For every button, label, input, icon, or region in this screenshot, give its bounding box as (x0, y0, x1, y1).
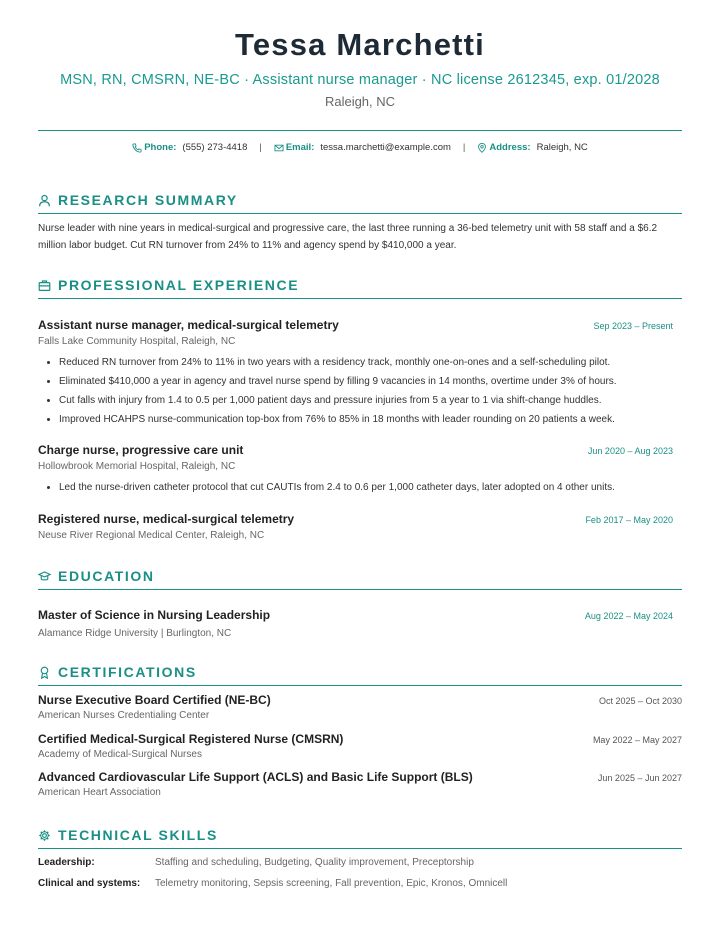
job-employer: Hollowbrook Memorial Hospital, Raleigh, NC (38, 461, 236, 472)
contact-bar (38, 141, 682, 154)
education-section (38, 567, 682, 590)
email-label: Email: (285, 142, 315, 153)
skill-row (38, 873, 682, 894)
candidate-subtitle: MSN, RN, CMSRN, NE-BC · Assistant nurse manager · NC license 2612345, exp. 01/2028 (60, 72, 660, 88)
job-employer: Neuse River Regional Medical Center, Raleigh, NC (38, 530, 265, 541)
certification-entry (38, 732, 682, 760)
job-bullet: • Eliminated $410,000 a year in agency and travel nurse spend by filling 9 vacancies in 14 months, overtime under 3% of hours. (59, 372, 682, 391)
summary-text: Nurse leader with nine years in medical-surgical and progressive care, the last three running a 36-bed telemetry unit with 58 staff and a $6.2 million labor budget. Cut RN turnover from 24% to 11% and agency spend by $410,000 a year. (38, 223, 658, 251)
job-employer: Falls Lake Community Hospital, Raleigh, NC (38, 336, 236, 347)
skill-label: Leadership: (38, 857, 95, 868)
section-heading (38, 191, 682, 209)
job-bullets (38, 353, 682, 429)
section-divider (38, 589, 682, 590)
education-dates: Aug 2022 – May 2024 (584, 611, 673, 621)
contact-separator: | (462, 142, 466, 153)
experience-heading-label: PROFESSIONAL EXPERIENCE (58, 277, 300, 293)
section-divider (38, 848, 682, 849)
education-heading-label: EDUCATION (58, 568, 155, 584)
degree-title: Master of Science in Nursing Leadership (38, 608, 271, 622)
header-divider (38, 130, 682, 131)
job-bullet: • Reduced RN turnover from 24% to 11% in two years with a residency track, monthly one-on-ones and a self-scheduling pilot. (59, 353, 682, 372)
job-dates: Jun 2020 – Aug 2023 (587, 446, 673, 456)
section-divider (38, 298, 682, 299)
skills-list (38, 852, 682, 894)
job-bullet: • Cut falls with injury from 1.4 to 0.5 per 1,000 patient days and pressure injuries from 5 a year to 1 via shift-change huddles. (59, 391, 682, 410)
certification-issuer: American Heart Association (38, 787, 161, 798)
graduation-cap-icon (38, 570, 51, 583)
certification-issuer: Academy of Medical-Surgical Nurses (38, 749, 202, 760)
phone-value: (555) 273-4418 (182, 142, 248, 153)
certifications-section (38, 663, 682, 686)
skill-value: Telemetry monitoring, Sepsis screening, Fall prevention, Epic, Kronos, Omnicell (155, 878, 508, 889)
job-dates: Sep 2023 – Present (593, 321, 673, 331)
contact-separator: | (259, 142, 262, 153)
certifications-heading-label: CERTIFICATIONS (58, 664, 197, 680)
certification-title: Nurse Executive Board Certified (NE-BC) (38, 693, 271, 707)
section-heading (38, 663, 682, 681)
location-pin-icon (477, 143, 487, 153)
briefcase-icon (38, 279, 51, 292)
skill-row (38, 852, 682, 873)
section-divider (38, 213, 682, 214)
certification-dates: Oct 2025 – Oct 2030 (598, 696, 682, 706)
job-title: Charge nurse, progressive care unit (38, 443, 244, 457)
job-bullets (38, 478, 682, 497)
summary-section (38, 191, 682, 254)
resume-page (38, 0, 682, 889)
section-heading (38, 567, 682, 585)
contact-address (477, 141, 587, 154)
award-ribbon-icon (38, 666, 51, 679)
contact-phone[interactable] (132, 141, 247, 154)
certification-issuer: American Nurses Credentialing Center (38, 710, 210, 721)
summary-heading-label: RESEARCH SUMMARY (58, 192, 238, 208)
user-icon (38, 194, 51, 207)
contact-email[interactable] (274, 141, 451, 154)
candidate-name: Tessa Marchetti (234, 27, 485, 62)
skill-label: Clinical and systems: (38, 878, 141, 889)
phone-icon (132, 143, 142, 153)
job-bullet: • Led the nurse-driven catheter protocol that cut CAUTIs from 2.4 to 0.6 per 1,000 catheter days, later adopted on 4 other units. (59, 478, 682, 497)
email-value: tessa.marchetti@example.com (320, 142, 451, 153)
section-heading (38, 276, 682, 294)
experience-section (38, 276, 682, 299)
job-bullet: • Improved HCAHPS nurse-communication top-box from 76% to 85% in 18 months with leader rounding on 20 patients a week. (59, 410, 682, 429)
job-entry (38, 318, 682, 429)
skills-section (38, 826, 682, 894)
address-label: Address: (489, 142, 531, 153)
certification-dates: Jun 2025 – Jun 2027 (597, 773, 682, 783)
mail-icon (274, 143, 284, 153)
candidate-location: Raleigh, NC (324, 94, 396, 109)
job-title: Assistant nurse manager, medical-surgical telemetry (38, 318, 339, 332)
phone-label: Phone: (144, 142, 177, 153)
certification-title: Certified Medical-Surgical Registered Nurse (CMSRN) (38, 732, 344, 746)
job-entry (38, 512, 682, 541)
section-heading (38, 826, 682, 844)
certification-title: Advanced Cardiovascular Life Support (ACLS) and Basic Life Support (BLS) (38, 770, 473, 784)
skills-heading-label: TECHNICAL SKILLS (58, 827, 218, 843)
section-divider (38, 685, 682, 686)
job-entry (38, 443, 682, 497)
address-value: Raleigh, NC (536, 142, 588, 153)
certification-dates: May 2022 – May 2027 (592, 735, 682, 745)
education-entry (38, 608, 682, 639)
certification-entry (38, 770, 682, 798)
job-title: Registered nurse, medical-surgical telemetry (38, 512, 295, 526)
education-school: Alamance Ridge University | Burlington, NC (38, 628, 232, 639)
certification-entry (38, 693, 682, 721)
job-dates: Feb 2017 – May 2020 (585, 515, 673, 525)
gear-icon (38, 829, 51, 842)
skill-value: Staffing and scheduling, Budgeting, Quality improvement, Preceptorship (155, 857, 474, 868)
